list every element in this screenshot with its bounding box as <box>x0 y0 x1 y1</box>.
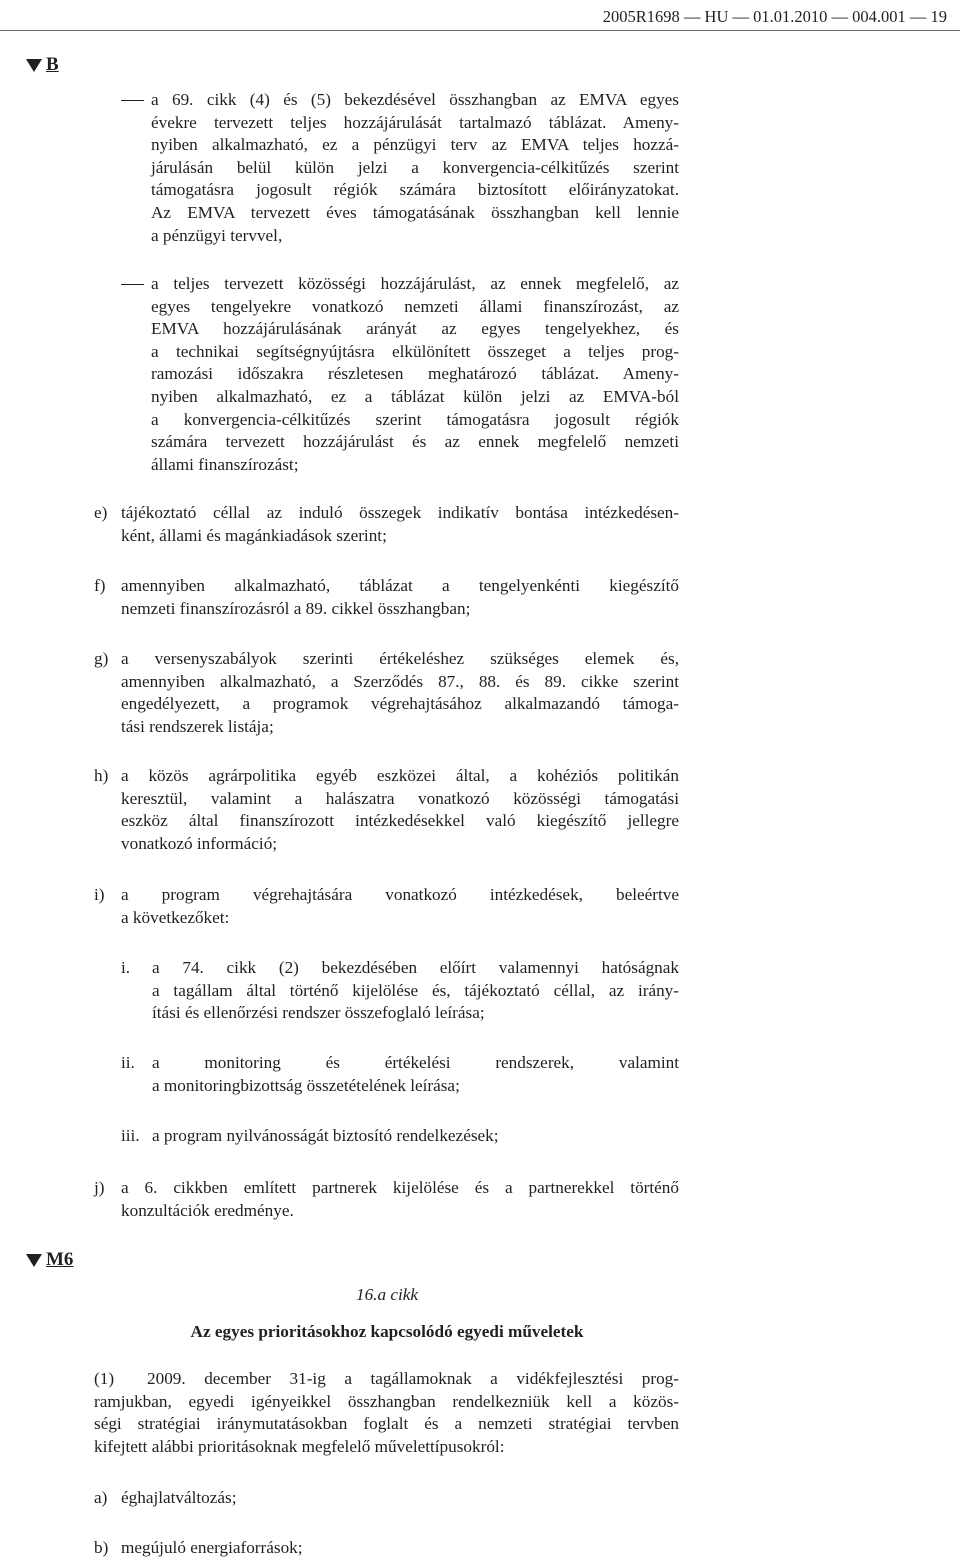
subitem-iii-text <box>152 1125 679 1148</box>
item-i-text <box>121 884 679 929</box>
text-line: nyiben alkalmazható, ez a pénzügyi terv az EMVA teljes hozzá- <box>151 135 679 155</box>
text-line: keresztül, valamint a halászatra vonatkozó közösségi támogatási <box>121 788 679 808</box>
text-line: a közös agrárpolitika egyéb eszközei által, a kohéziós politikán <box>121 766 679 785</box>
text-line: kifejtett alábbi prioritásoknak megfelelő művelettípusokról: <box>94 1436 505 1456</box>
article-number: 16.a cikk <box>355 1285 419 1304</box>
text-line: a 74. cikk (2) bekezdésében előírt valamennyi hatóságnak <box>152 958 679 977</box>
text-line: ramozási időszakra részletesen meghatározó táblázat. Ameny- <box>151 364 679 384</box>
list-label: a) <box>94 1488 108 1507</box>
text-line: tási rendszerek listája; <box>121 716 274 736</box>
paragraph-label: (1) <box>94 1369 115 1388</box>
text-line: a program végrehajtására vonatkozó intézkedések, beleértve <box>121 885 679 904</box>
text-line: Az EMVA tervezett éves támogatásának összhangban kell lennie <box>151 202 679 222</box>
text-line: állami finanszírozást; <box>151 454 299 474</box>
text-line: a következőket: <box>121 907 230 927</box>
text-line: ségi stratégiai iránymutatásokban foglalt és a nemzeti stratégiai tervben <box>94 1414 679 1434</box>
text-line: tájékoztató céllal az induló összegek indikatív bontása intézkedésen- <box>121 503 679 522</box>
dash-bullet <box>121 100 144 101</box>
text-line: vonatkozó információ; <box>121 833 278 853</box>
list-item-b: megújuló energiaforrások; <box>121 1538 303 1557</box>
list-label: b) <box>94 1538 109 1557</box>
item-f-text <box>121 575 679 620</box>
text-line: évekre tervezett teljes hozzájárulását tartalmazó táblázat. Ameny- <box>151 112 679 132</box>
item-label: i) <box>94 885 105 904</box>
item-h-text <box>121 765 679 855</box>
article-title: Az egyes prioritásokhoz kapcsolódó egyedi műveletek <box>190 1322 584 1341</box>
text-line <box>94 1368 679 1391</box>
text-line: a 6. cikkben említett partnerek kijelölése és a partnerekkel történő <box>121 1178 679 1197</box>
text-line: ítási és ellenőrzési rendszer összefoglaló leírása; <box>152 1003 485 1023</box>
paragraph-1 <box>94 1368 679 1458</box>
dash-bullet <box>121 284 144 285</box>
item-label: e) <box>94 503 108 522</box>
text-line: engedélyezett, a programok végrehajtásához alkalmazandó támoga- <box>121 694 679 714</box>
subitem-i-text <box>152 957 679 1025</box>
marker-label: M6 <box>46 1249 74 1270</box>
item-label: g) <box>94 649 109 668</box>
item-label: j) <box>94 1178 105 1197</box>
text-line: a monitoringbizottság összetételének leírása; <box>152 1075 460 1095</box>
text-line: a konvergencia-célkitűzés szerint támogatásra jogosult régiók <box>151 409 679 429</box>
text-line: EMVA hozzájárulásának arányát az egyes tengelyekhez, és <box>151 319 679 339</box>
text-line: amennyiben alkalmazható, táblázat a tengelyenkénti kiegészítő <box>121 576 679 595</box>
text-line: ként, állami és magánkiadások szerint; <box>121 525 387 545</box>
page-header <box>0 0 960 31</box>
subitem-label: ii. <box>121 1053 135 1072</box>
text-line: járulásán belül külön jelzi a konvergencia-célkitűzés szerint <box>151 157 679 177</box>
amendment-marker-b <box>26 54 59 76</box>
text-line: a tagállam által történő kijelölése és, tájékoztató céllal, az irány- <box>152 980 679 1000</box>
text-line: a monitoring és értékelési rendszerek, valamint <box>152 1053 679 1072</box>
dash-item-financing-table <box>151 273 679 476</box>
text-line: a program nyilvánosságát biztosító rendelkezések; <box>152 1126 499 1145</box>
list-item-a: éghajlatváltozás; <box>121 1488 237 1507</box>
text-line: konzultációk eredménye. <box>121 1200 294 1220</box>
text-line: ramjukban, egyedi igényeikkel összhangban rendelkezniük kell a közös- <box>94 1391 679 1411</box>
text-line: számára tervezett hozzájárulást és az ennek megfelelő nemzeti <box>151 432 679 452</box>
item-e-text <box>121 502 679 547</box>
text-line: egyes tengelyekre vonatkozó nemzeti állami finanszírozást, az <box>151 296 679 316</box>
text-line: eszköz által finanszírozott intézkedésekkel való kiegészítő jellegre <box>121 811 679 831</box>
text-line: nemzeti finanszírozásról a 89. cikkel összhangban; <box>121 598 471 618</box>
item-label: f) <box>94 576 106 595</box>
text-line: a teljes tervezett közösségi hozzájárulást, az ennek megfelelő, az <box>151 274 679 293</box>
text-line: amennyiben alkalmazható, a Szerződés 87., 88. és 89. cikke szerint <box>121 671 679 691</box>
text-line: a versenyszabályok szerinti értékeléshez szükséges elemek és, <box>121 649 679 668</box>
text-line-content: 2009. december 31-ig a tagállamoknak a vidékfejlesztési prog- <box>147 1369 679 1388</box>
subitem-ii-text <box>152 1052 679 1097</box>
text-line: a 69. cikk (4) és (5) bekezdésével összhangban az EMVA egyes <box>151 90 679 109</box>
item-g-text <box>121 648 679 738</box>
item-label: h) <box>94 766 109 785</box>
subitem-label: iii. <box>121 1126 140 1145</box>
text-line: támogatásra jogosult régiók számára biztosított előirányzatokat. <box>151 180 679 200</box>
text-line: a technikai segítségnyújtásra elkülönített összeget a teljes prog- <box>151 341 679 361</box>
text-line: a pénzügyi tervvel, <box>151 225 283 245</box>
text-line: nyiben alkalmazható, ez a táblázat külön jelzi az EMVA-ból <box>151 386 679 406</box>
marker-label: B <box>46 54 59 75</box>
triangle-down-icon <box>26 1254 42 1267</box>
dash-item-annual-contribution <box>151 89 679 247</box>
document-reference: 2005R1698 — HU — 01.01.2010 — 004.001 — 19 <box>602 7 947 26</box>
triangle-down-icon <box>26 59 42 72</box>
item-j-text <box>121 1177 679 1222</box>
subitem-label: i. <box>121 958 131 977</box>
amendment-marker-m6 <box>26 1249 73 1271</box>
